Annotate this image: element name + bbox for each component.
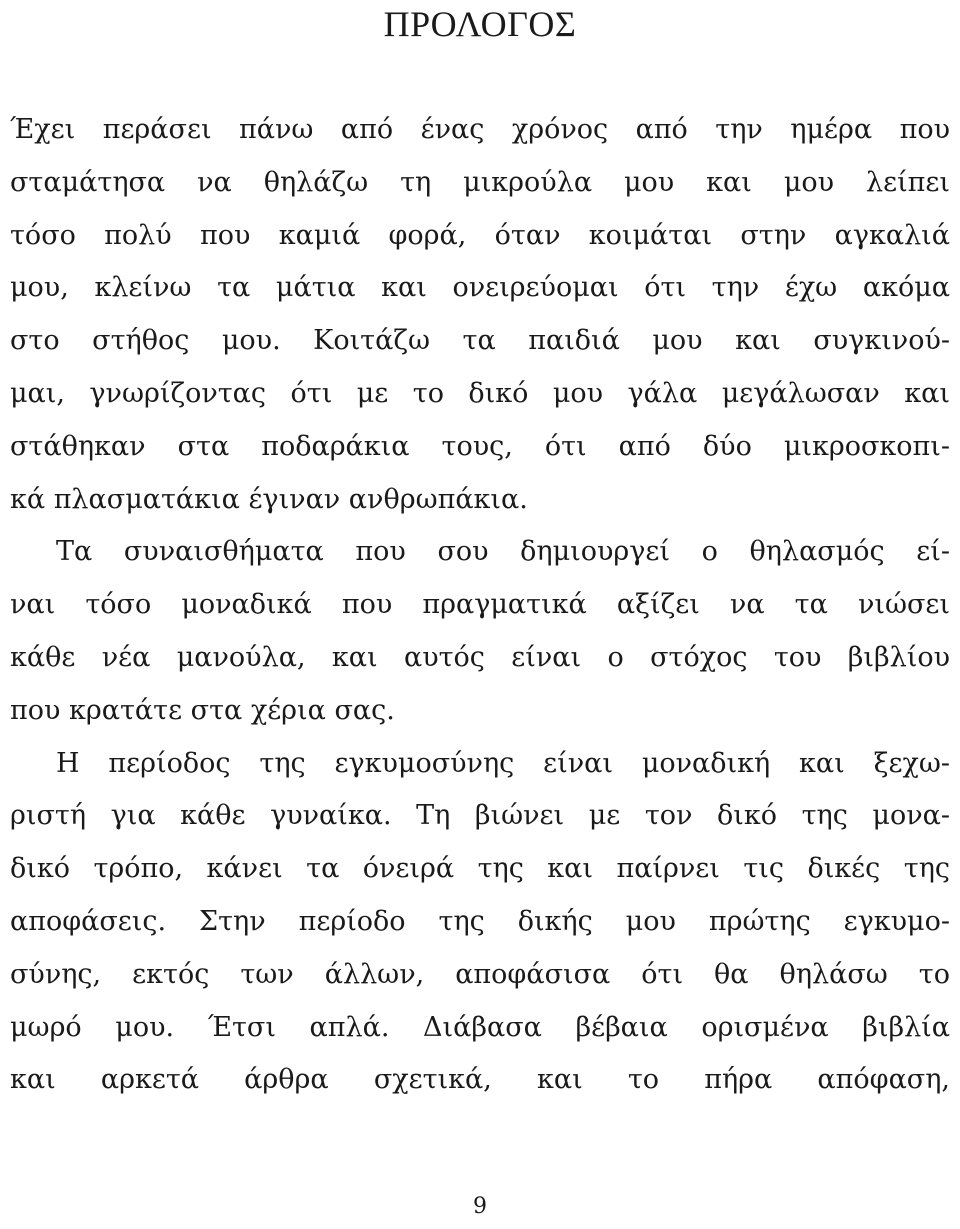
text-line: δικό τρόπο, κάνει τα όνειρά της και παίρνει τις δικές της [10, 853, 950, 885]
text-line: τόσο πολύ που καμιά φορά, όταν κοιμάται στην αγκαλιά [10, 219, 950, 251]
body-text [10, 104, 950, 1107]
text-line: Η περίοδος της εγκυμοσύνης είναι μοναδική και ξεχω- [56, 747, 950, 779]
text-line: μαι, γνωρίζοντας ότι με το δικό μου γάλα μεγάλωσαν και [10, 377, 950, 409]
text-line: κάθε νέα μανούλα, και αυτός είναι ο στόχος του βιβλίου [10, 641, 950, 673]
text-line: ναι τόσο μοναδικά που πραγματικά αξίζει να τα νιώσει [10, 589, 950, 621]
text-line: κά πλασματάκια έγιναν ανθρωπάκια. [10, 483, 528, 515]
text-line: στάθηκαν στα ποδαράκια τους, ότι από δύο μικροσκοπι- [10, 430, 950, 462]
text-line: που κρατάτε στα χέρια σας. [10, 694, 395, 726]
text-line: στο στήθος μου. Κοιτάζω τα παιδιά μου και συγκινού- [10, 325, 950, 357]
text-line: ριστή για κάθε γυναίκα. Τη βιώνει με τον δικό της μονα- [10, 800, 950, 832]
page-title: ΠΡΟΛΟΓΟΣ [383, 4, 577, 44]
text-line: και αρκετά άρθρα σχετικά, και το πήρα απόφαση, [10, 1064, 950, 1096]
text-line: Τα συναισθήματα που σου δημιουργεί ο θηλασμός εί- [56, 536, 950, 568]
text-line: μωρό μου. Έτσι απλά. Διάβασα βέβαια ορισμένα βιβλία [10, 1011, 950, 1043]
text-line: μου, κλείνω τα μάτια και ονειρεύομαι ότι την έχω ακόμα [10, 272, 950, 304]
text-line: Έχει περάσει πάνω από ένας χρόνος από την ημέρα που [10, 114, 950, 145]
text-line: αποφάσεις. Στην περίοδο της δικής μου πρώτης εγκυμο- [10, 905, 950, 937]
text-line: σύνης, εκτός των άλλων, αποφάσισα ότι θα θηλάσω το [10, 958, 950, 990]
page-number: 9 [473, 1194, 487, 1219]
text-line: σταμάτησα να θηλάζω τη μικρούλα μου και μου λείπει [10, 166, 950, 198]
